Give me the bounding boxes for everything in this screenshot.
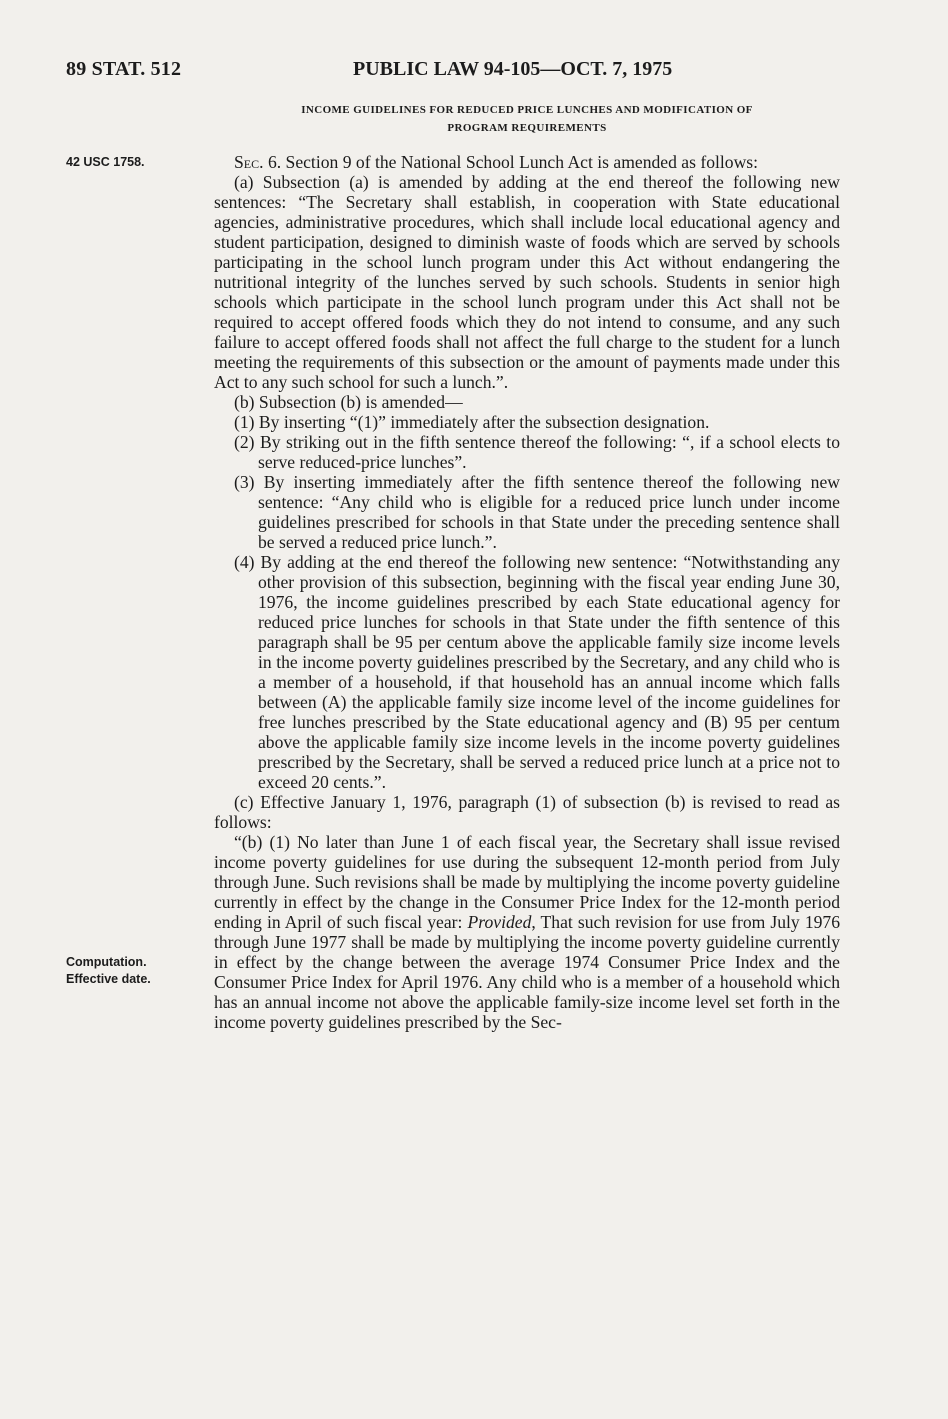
subsection-b: (b) Subsection (b) is amended— <box>234 392 463 412</box>
subsection-b-item-3: (3) By inserting immediately after the fifth sentence thereof the following new sentence: “Any child who is eligible for a reduced price lunch under income guidelines prescribed for schools in that State under the preceding sentence shall be served a reduced price lunch.”. <box>234 472 840 552</box>
body-text <box>214 152 840 1032</box>
quote-text-before: “(b) (1) No later than June 1 of each fiscal year, the Secretary shall issue revised income poverty guidelines for use during the subsequent 12-month period from July through June. Such revisions shall be made by multiplying the income poverty guideline currently in effect by the change in the Consumer Price Index for the 12-month period ending in April of such fiscal year: <box>214 832 840 932</box>
section-heading-line-1: INCOME GUIDELINES FOR REDUCED PRICE LUNCHES AND MODIFICATION OF <box>301 104 753 116</box>
subsection-c: (c) Effective January 1, 1976, paragraph (1) of subsection (b) is revised to read as follows: <box>214 792 840 832</box>
section-intro-text: 6. Section 9 of the National School Lunch Act is amended as follows: <box>267 152 759 172</box>
margin-note-effective-date: Effective date. <box>66 972 151 986</box>
page-stat-reference: 89 STAT. 512 <box>66 58 182 80</box>
margin-note-computation: Computation. <box>66 955 147 969</box>
subsection-b-item-1: (1) By inserting “(1)” immediately after the subsection designation. <box>234 412 710 432</box>
section-heading <box>214 101 840 137</box>
page-law-title: PUBLIC LAW 94-105—OCT. 7, 1975 <box>353 58 673 80</box>
section-6-intro <box>214 152 840 172</box>
subsection-a: (a) Subsection (a) is amended by adding at the end thereof the following new sentences: “The Secretary shall establish, in cooperation with State educational agencies, administrative procedures, which shall include local educational agency and student participation, designed to diminish waste of foods which are served by schools participating in the school lunch program under this Act without endangering the nutritional integrity of the lunches served by such schools. Students in senior high schools which participate in the school lunch program under this Act shall not be required to accept offered foods which they do not intend to consume, and any such failure to accept offered foods shall not affect the full charge to the student for a lunch meeting the requirements of this subsection or the amount of payments made under this Act to any such school for such a lunch.”. <box>214 172 840 392</box>
section-heading-line-2: PROGRAM REQUIREMENTS <box>447 122 607 134</box>
section-label: Sec. <box>234 152 264 172</box>
quote-text-after: , That such revision for use from July 1976 through June 1977 shall be made by multiplying the income poverty guideline currently in effect by the change between the average 1974 Consumer Price Index and the Consumer Price Index for April 1976. Any child who is a member of a household which has an annual income not above the applicable family-size income level set forth in the income poverty guidelines prescribed by the Sec- <box>214 912 841 1032</box>
quoted-paragraph-b1 <box>214 832 840 1032</box>
subsection-b-item-4: (4) By adding at the end thereof the following new sentence: “Notwithstanding any other provision of this subsection, beginning with the fiscal year ending June 30, 1976, the income guidelines prescribed by each State educational agency for reduced price lunches for schools in that State under the fifth sentence of this paragraph shall be 95 per centum above the applicable family size income levels in the income poverty guidelines prescribed by the Secretary, and any child who is a member of a household, if that household has an annual income which falls between (A) the applicable family size income level of the income guidelines for free lunches prescribed by the State educational agency and (B) 95 per centum above the applicable family size income levels in the income poverty guidelines prescribed by the Secretary, shall be served a reduced price lunch at a price not to exceed 20 cents.”. <box>234 552 840 792</box>
quote-provided: Provided <box>467 912 532 932</box>
subsection-b-item-2: (2) By striking out in the fifth sentence thereof the following: “, if a school elects to serve reduced-price lunches”. <box>234 432 840 472</box>
margin-note-usc: 42 USC 1758. <box>66 155 145 169</box>
